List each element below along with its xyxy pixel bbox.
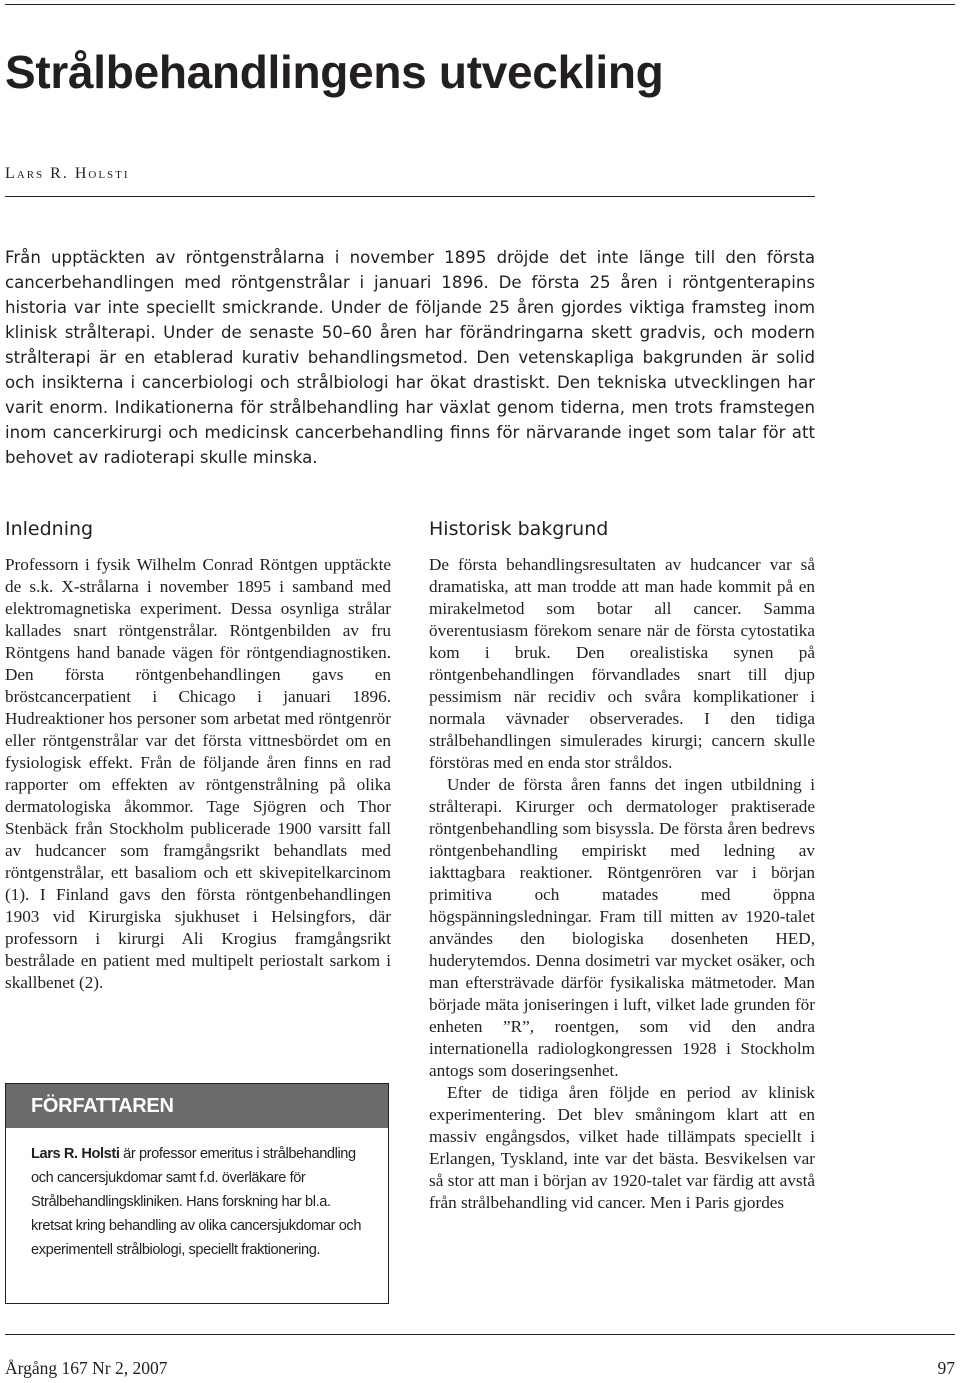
author-name: Lars R. Holsti [5, 165, 130, 182]
right-column [429, 516, 815, 1214]
history-paragraph-2: Under de första åren fanns det ingen utbildning i strålterapi. Kirurger och dermatologer praktiserade röntgenbehandling som bisyssla. De första åren bedrevs röntgenbehandling empiriskt med ledning av iakttagbara reaktioner. Röntgenrören var i början primitiva och matades med öppna högspänningsledningar. Fram till mitten av 1920-talet användes den biologiska dosenheten HED, huderytemdos. Denna dosimetri var mycket osäker, och man eftersträvade därför fysikaliska mätmetoder. Man började mäta joniseringen i luft, vilket lade grunden för enheten ”R”, roentgen, som vid den andra internationella radiologkongressen 1928 i Stockholm antogs som doseringsenhet. [429, 775, 815, 1080]
abstract: Från upptäckten av röntgenstrålarna i november 1895 dröjde det inte länge till den första cancerbehandlingen med röntgenstrålar i januari 1896. De första 25 åren i röntgenterapins historia var inte speciellt smickrande. Under de följande 25 åren gjordes viktiga framsteg inom klinisk strålterapi. Under de senaste 50–60 åren har förändringarna skett gradvis, och modern strålterapi är en etablerad kurativ behandlingsmetod. Den vetenskapliga bakgrunden är solid och insikterna i cancerbiologi och strålbiologi har ökat drastiskt. Den tekniska utvecklingen har varit enorm. Indikationerna för strålbehandling har växlat genom tiderna, men trots framstegen inom cancerkirurgi och medicinsk cancerbehandling finns för närvarande inget som talar för att behovet av radioterapi skulle minska. [5, 248, 815, 467]
author-box-bio: är professor emeritus i strålbehandling och cancersjukdomar samt f.d. överläkare för Strålbehandlingskliniken. Hans forskning har bl.a. kretsat kring behandling av olika cancersjukdomar och experimentell strålbiologi, speciellt fraktionering. [31, 1146, 362, 1258]
author-rule [5, 196, 815, 197]
history-paragraph-1: De första behandlingsresultaten av hudcancer var så dramatiska, att man trodde att man hade kommit på en mirakelmetod som botar all cancer. Samma överentusiasm förekom senare när de första cytostatika kom i bruk. Den orealistiska synen på röntgenbehandlingen förvandlades snart till djup pessimism när recidiv och svåra komplikationer i normala vävnader observerades. I den tidiga strålbehandlingen simulerades kirurgi; cancern skulle förstöras med en enda stor stråldos. [429, 555, 815, 772]
article-title: Strålbehandlingens utveckling [5, 46, 664, 98]
intro-paragraph: Professorn i fysik Wilhelm Conrad Röntgen upptäckte de s.k. X-strålarna i november 1895 i samband med elektromagnetiska experiment. Dessa osynliga strålar kallades snart röntgenstrålar. Röntgenbilden av fru Röntgens hand banade vägen för röntgendiagnostiken. Den första röntgenbehandlingen gavs en bröstcancerpatient i Chicago i januari 1896. Hudreaktioner hos personer som arbetat med röntgenrör eller röntgenstrålar var det första vittnesbördet om en fysiologisk effekt. Från de följande åren finns en rad rapporter om effekten av röntgenstrålning på olika dermatologiska åkommor. Tage Sjögren och Thor Stenbäck från Stockholm publicerade 1900 varsitt fall av hudcancer som framgångsrikt behandlats med röntgenstrålar, ett basaliom och ett skivepitelkarcinom (1). I Finland gavs den första röntgenbehandlingen 1903 vid Kirurgiska sjukhuset i Helsingfors, där professorn i kirurgi Ali Krogius framgångsrikt bestrålade en patient med multipelt periostalt sarkom i skallbenet (2). [5, 555, 391, 992]
footer-issue: Årgång 167 Nr 2, 2007 [5, 1358, 168, 1378]
section-heading-intro: Inledning [5, 518, 94, 540]
left-column [5, 516, 391, 994]
author-info-box [5, 1083, 389, 1304]
top-rule [5, 4, 955, 5]
footer-rule [5, 1334, 955, 1335]
author-box-header: FÖRFATTAREN [6, 1084, 388, 1128]
page-number: 97 [937, 1358, 955, 1378]
author-box-body [31, 1142, 363, 1262]
section-heading-history: Historisk bakgrund [429, 518, 609, 540]
history-paragraph-3: Efter de tidiga åren följde en period av klinisk experimentering. Det blev småningom klart att en massiv engångsdos, vilket hade tillämpats speciellt i Erlangen, Tyskland, inte var det bästa. Besvikelsen var så stor att man i början av 1920-talet var färdig att avstå från strålbehandling vid cancer. Men i Paris gjordes [429, 1083, 815, 1212]
author-box-name: Lars R. Holsti [31, 1146, 120, 1162]
